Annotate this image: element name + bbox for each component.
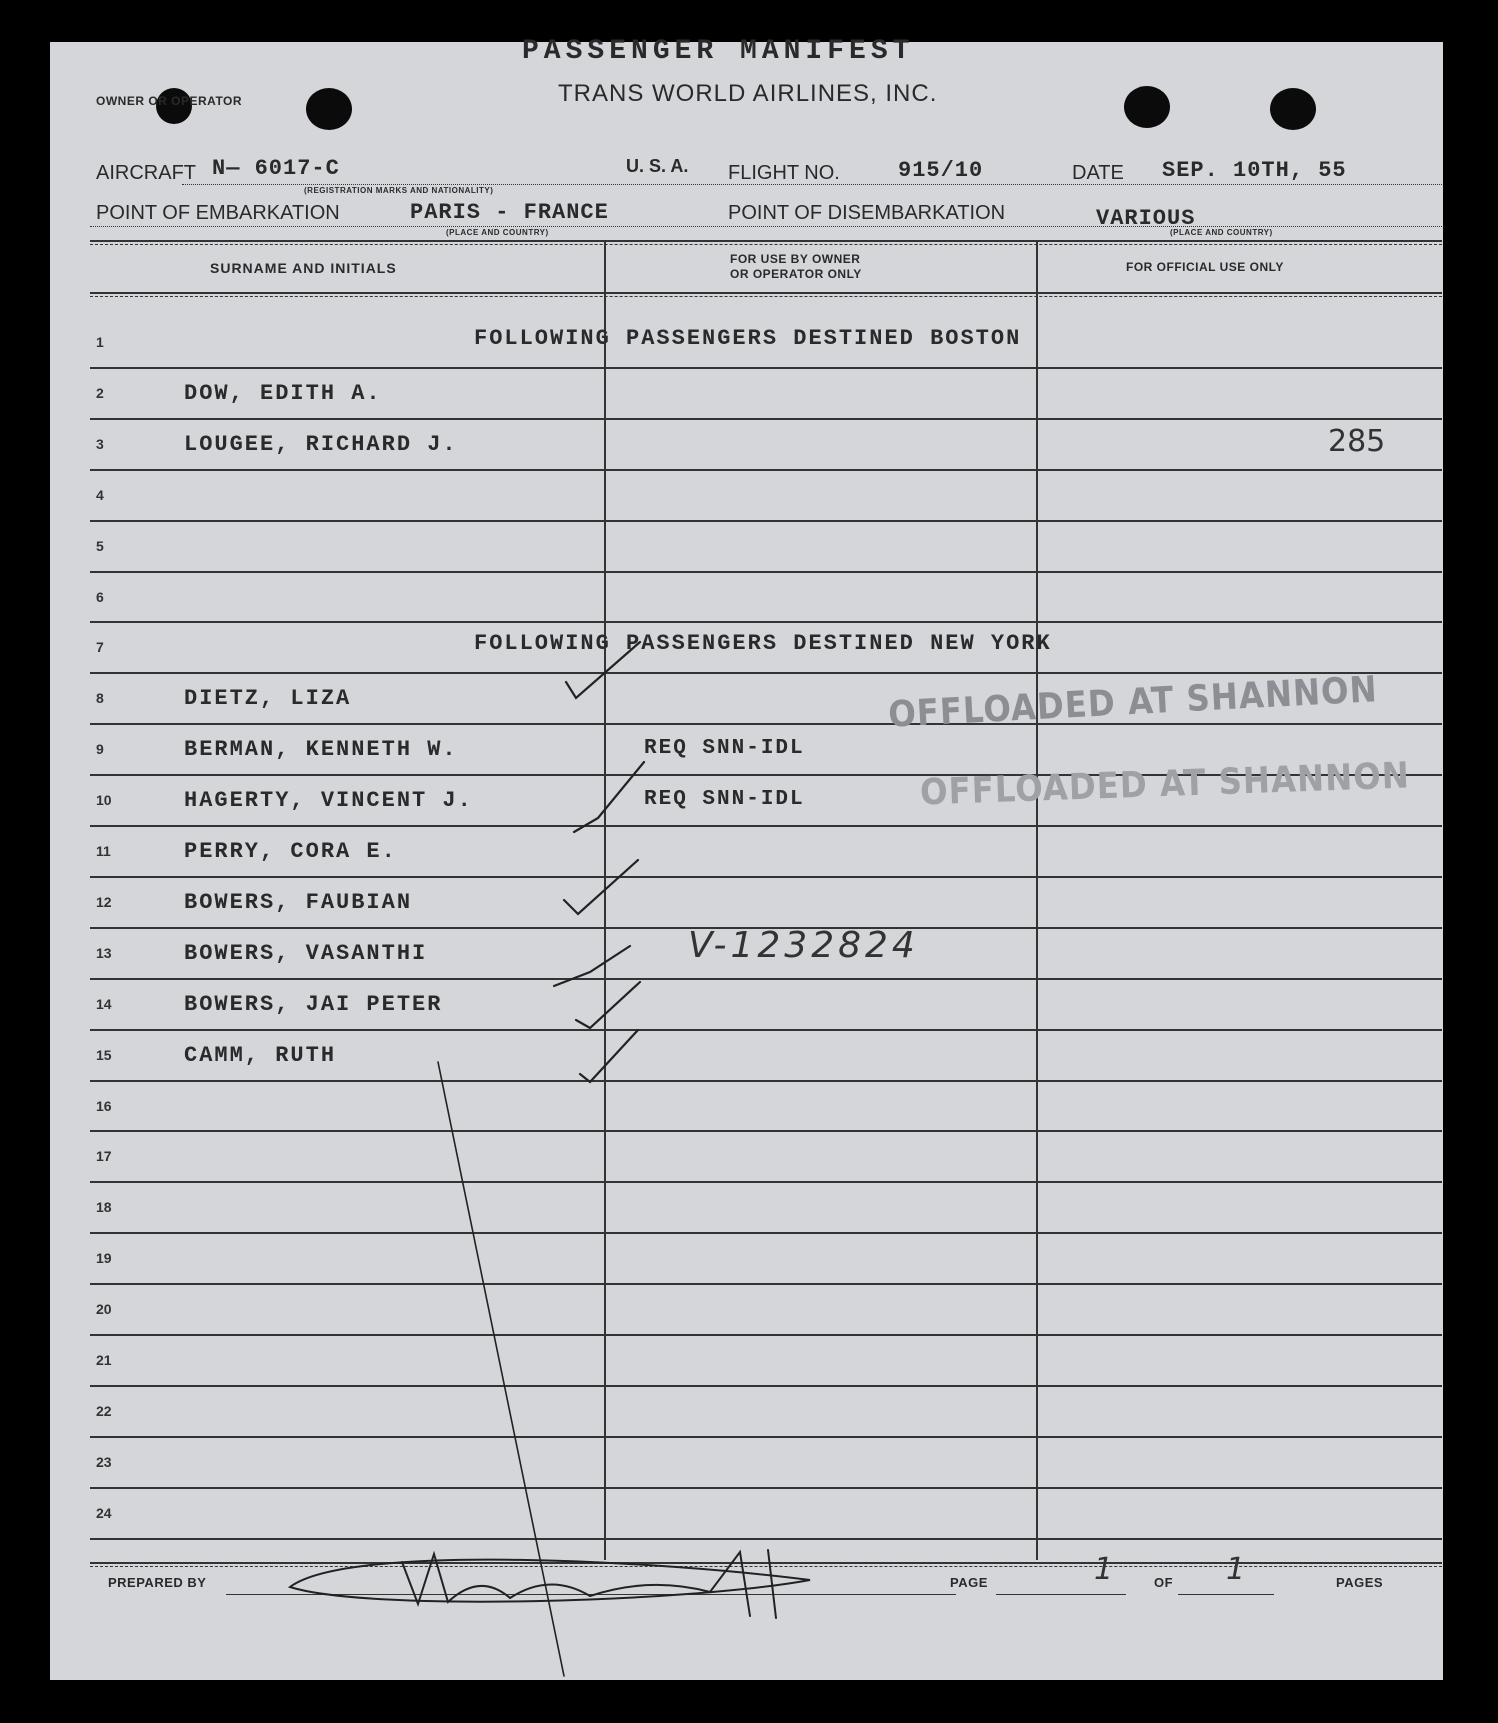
row-number: 1: [96, 334, 104, 350]
row-number: 5: [96, 537, 104, 554]
destination-heading: FOLLOWING PASSENGERS DESTINED BOSTON: [474, 326, 1022, 351]
prepared-by-label: PREPARED BY: [108, 1575, 207, 1590]
page-value: 1: [1094, 1552, 1114, 1587]
manifest-sheet: [50, 36, 1443, 1680]
flight-value: 915/10: [898, 158, 984, 183]
of-value: 1: [1226, 1552, 1246, 1587]
check-mark: [576, 982, 640, 1028]
passenger-name: PERRY, CORA E.: [184, 839, 397, 864]
manifest-title: PASSENGER MANIFEST: [522, 36, 915, 67]
page-label: PAGE: [950, 1575, 988, 1590]
aircraft-value: N— 6017-C: [212, 156, 340, 181]
column-surname: SURNAME AND INITIALS: [210, 260, 397, 276]
check-mark: [564, 860, 638, 914]
column-official: FOR OFFICIAL USE ONLY: [1126, 260, 1284, 274]
of-label: OF: [1154, 1575, 1174, 1590]
row-number: 13: [96, 944, 112, 961]
pages-label: PAGES: [1336, 1575, 1384, 1590]
check-mark: [580, 1030, 638, 1082]
row-number: 20: [96, 1301, 112, 1318]
embarkation-label: POINT OF EMBARKATION: [96, 202, 340, 224]
row-number: 22: [96, 1402, 112, 1419]
row-number: 17: [96, 1148, 112, 1165]
passenger-name: DOW, EDITH A.: [184, 380, 382, 406]
column-owner-use-1: FOR USE BY OWNER: [730, 252, 861, 266]
row-number: 24: [96, 1504, 112, 1521]
column-owner-use-2: OR OPERATOR ONLY: [730, 267, 862, 281]
passenger-name: BOWERS, VASANTHI: [184, 940, 428, 966]
operator-note: REQ SNN-IDL: [644, 737, 805, 761]
passenger-name: BERMAN, KENNETH W.: [184, 737, 458, 763]
handwriting-overlay: [50, 42, 1443, 1680]
row-number: 2: [96, 384, 104, 401]
embarkation-sublabel: (PLACE AND COUNTRY): [446, 228, 549, 237]
passenger-name: BOWERS, FAUBIAN: [184, 889, 413, 915]
check-mark: [554, 946, 630, 986]
row-number: 7: [96, 639, 104, 656]
passenger-name: DIETZ, LIZA: [184, 686, 352, 712]
embarkation-value: PARIS - FRANCE: [410, 200, 609, 225]
disembarkation-value: VARIOUS: [1096, 206, 1196, 231]
passenger-name: BOWERS, JAI PETER: [184, 991, 443, 1017]
row-number: 11: [96, 843, 111, 859]
row-number: 3: [96, 435, 104, 452]
row-number: 8: [96, 690, 104, 707]
disembarkation-sublabel: (PLACE AND COUNTRY): [1170, 228, 1273, 237]
flight-label: FLIGHT NO.: [728, 162, 840, 184]
row-number: 6: [96, 588, 104, 605]
destination-heading: FOLLOWING PASSENGERS DESTINED NEW YORK: [474, 631, 1052, 657]
disembarkation-label: POINT OF DISEMBARKATION: [728, 202, 1006, 224]
row-number: 12: [96, 893, 112, 910]
date-label: DATE: [1072, 162, 1124, 184]
row-number: 9: [96, 741, 104, 758]
country-label: U. S. A.: [626, 156, 689, 176]
aircraft-label: AIRCRAFT: [96, 162, 196, 184]
signature: [290, 1560, 810, 1602]
row-number: 15: [96, 1046, 112, 1063]
row-number: 4: [96, 486, 104, 503]
row-number: 23: [96, 1453, 112, 1470]
operator-note: REQ SNN-IDL: [644, 788, 805, 812]
date-value: SEP. 10TH, 55: [1162, 158, 1347, 183]
row-number: 18: [96, 1199, 112, 1216]
official-note: 285: [1328, 423, 1386, 459]
passenger-name: LOUGEE, RICHARD J.: [184, 431, 458, 457]
airline-name: TRANS WORLD AIRLINES, INC.: [558, 80, 938, 107]
passenger-name: HAGERTY, VINCENT J.: [184, 788, 473, 814]
row-number: 10: [96, 792, 112, 809]
check-mark: [574, 762, 644, 832]
check-mark: [566, 642, 640, 698]
aircraft-sublabel: (REGISTRATION MARKS AND NATIONALITY): [304, 186, 494, 195]
operator-note: V-1232824: [688, 924, 919, 966]
offloaded-stamp: OFFLOADED AT SHANNON: [919, 755, 1411, 814]
passenger-name: CAMM, RUTH: [184, 1042, 337, 1068]
row-number: 14: [96, 995, 112, 1012]
row-number: 19: [96, 1250, 112, 1267]
row-number: 21: [96, 1352, 112, 1368]
offloaded-stamp: OFFLOADED AT SHANNON: [887, 669, 1379, 736]
row-number: 16: [96, 1097, 112, 1114]
owner-operator-label: OWNER OR OPERATOR: [96, 94, 243, 108]
